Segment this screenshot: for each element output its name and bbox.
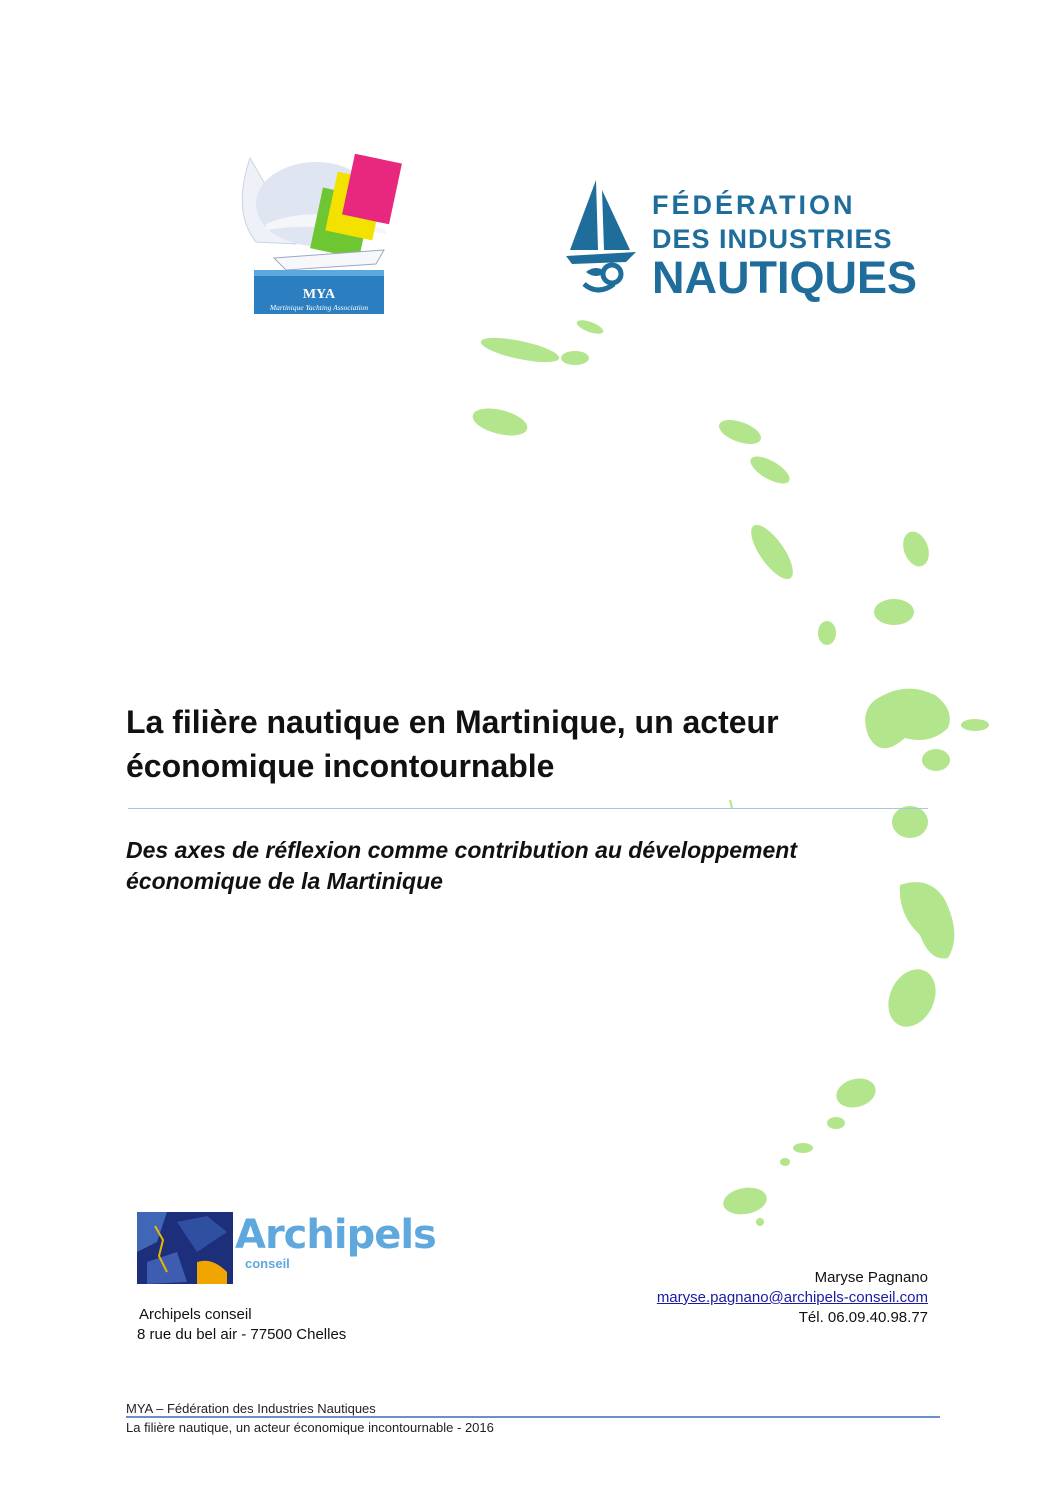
company-name: Archipels conseil (139, 1306, 252, 1323)
fin-logo (562, 176, 918, 306)
archipels-wordmark: Archipels (235, 1212, 436, 1258)
footer-line-1: MYA – Fédération des Industries Nautiques (126, 1401, 376, 1416)
contact-phone: Tél. 06.09.40.98.77 (798, 1309, 928, 1326)
mya-abbr: MYA (302, 287, 336, 302)
document-subtitle: Des axes de réflexion comme contribution au développement économique de la Martinique (126, 837, 798, 894)
company-address-block (137, 1305, 346, 1345)
archipels-logo (137, 1210, 436, 1286)
document-title: La filière nautique en Martinique, un acteur économique incontournable (126, 704, 779, 784)
title-divider (128, 808, 928, 809)
company-address: 8 rue du bel air - 77500 Chelles (137, 1326, 347, 1343)
fin-name-line2: DES INDUSTRIES (652, 224, 893, 254)
sailboat-icon (562, 176, 642, 301)
footer-divider (126, 1416, 940, 1418)
mya-full-name: Martinique Yachting Association (269, 303, 369, 312)
mya-logo (236, 152, 404, 318)
contact-name: Maryse Pagnano (814, 1269, 928, 1286)
footer-line-2: La filière nautique, un acteur économique incontournable - 2016 (126, 1420, 494, 1435)
fin-name-line3: NAUTIQUES (652, 252, 918, 303)
contact-email-link[interactable]: maryse.pagnano@archipels-conseil.com (656, 1289, 928, 1306)
fin-name-line1: FÉDÉRATION (652, 190, 856, 220)
page-footer (126, 1400, 494, 1436)
archipels-map-icon (137, 1212, 233, 1284)
contact-block (657, 1268, 928, 1328)
archipels-sub-wordmark: conseil (245, 1256, 290, 1271)
